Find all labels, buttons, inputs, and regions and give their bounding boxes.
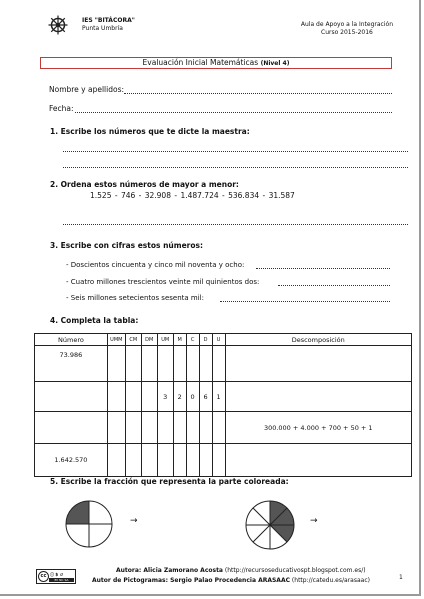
cell-digit[interactable] bbox=[125, 382, 141, 412]
pictogram-label: Autor de Pictogramas: Sergio Palao Procedencia ARASAAC bbox=[92, 577, 290, 584]
school-name: IES "BITÁCORA" bbox=[82, 17, 135, 24]
header-c: C bbox=[186, 334, 199, 346]
header-m: M bbox=[173, 334, 186, 346]
cc-license-text: BY NC SA bbox=[49, 578, 74, 582]
cell-digit[interactable] bbox=[107, 382, 125, 412]
creative-commons-badge bbox=[36, 569, 76, 584]
header-d: D bbox=[199, 334, 212, 346]
sentence-2: - Cuatro millones trescientos veinte mil quinientos dos: bbox=[66, 278, 260, 286]
header-cm: CM bbox=[125, 334, 141, 346]
cell-digit[interactable] bbox=[199, 444, 212, 477]
cell-digit[interactable] bbox=[107, 412, 125, 444]
numbers-to-order: 1.525 - 746 - 32.908 - 1.487.724 - 536.834 - 31.587 bbox=[90, 191, 295, 200]
arrow-right-icon: → bbox=[310, 516, 318, 526]
name-label: Nombre y apellidos: bbox=[49, 85, 125, 94]
cell-numero[interactable] bbox=[35, 382, 108, 412]
pictogram-credit bbox=[92, 577, 370, 584]
cell-digit[interactable] bbox=[173, 444, 186, 477]
cell-digit[interactable] bbox=[186, 444, 199, 477]
sentence-1: - Doscientos cincuenta y cinco mil noventa y ocho: bbox=[66, 261, 245, 269]
question-2: 2. Ordena estos números de mayor a menor: bbox=[50, 180, 239, 189]
cell-digit[interactable] bbox=[125, 444, 141, 477]
arrow-right-icon: → bbox=[130, 516, 138, 526]
cell-digit[interactable]: 0 bbox=[186, 382, 199, 412]
answer-line[interactable] bbox=[220, 301, 390, 302]
cell-digit[interactable] bbox=[157, 346, 173, 382]
date-line[interactable] bbox=[75, 112, 392, 113]
school-location: Punta Umbría bbox=[82, 25, 123, 32]
cell-digit[interactable]: 2 bbox=[173, 382, 186, 412]
answer-line[interactable] bbox=[63, 151, 408, 152]
author-credit bbox=[116, 567, 366, 574]
date-label: Fecha: bbox=[49, 104, 74, 113]
cell-digit[interactable] bbox=[173, 412, 186, 444]
header-dm: DM bbox=[141, 334, 157, 346]
table-header-row bbox=[35, 334, 412, 346]
school-block bbox=[82, 17, 135, 33]
title-main: Evaluación Inicial Matemáticas bbox=[142, 58, 259, 67]
cell-digit[interactable] bbox=[107, 444, 125, 477]
place-value-table bbox=[34, 333, 412, 477]
cell-digit[interactable] bbox=[157, 412, 173, 444]
header-u: U bbox=[212, 334, 225, 346]
cell-digit[interactable] bbox=[125, 412, 141, 444]
cell-digit[interactable] bbox=[125, 346, 141, 382]
cell-descomposicion[interactable] bbox=[225, 346, 412, 382]
question-1: 1. Escribe los números que te dicte la maestra: bbox=[50, 127, 250, 136]
cc-icon: cc bbox=[38, 571, 49, 582]
cell-descomposicion[interactable] bbox=[225, 382, 412, 412]
name-line[interactable] bbox=[124, 93, 392, 94]
ship-wheel-logo-icon bbox=[48, 15, 68, 35]
cell-digit[interactable] bbox=[199, 412, 212, 444]
sentence-3: - Seis millones setecientos sesenta mil: bbox=[66, 294, 204, 302]
cell-descomposicion[interactable] bbox=[225, 444, 412, 477]
course-block bbox=[301, 21, 393, 37]
question-3: 3. Escribe con cifras estos números: bbox=[50, 241, 203, 250]
cell-numero[interactable] bbox=[35, 412, 108, 444]
cell-digit[interactable] bbox=[186, 412, 199, 444]
cell-digit[interactable] bbox=[212, 412, 225, 444]
question-4: 4. Completa la tabla: bbox=[50, 316, 139, 325]
cell-digit[interactable] bbox=[141, 346, 157, 382]
cell-digit[interactable] bbox=[173, 346, 186, 382]
fraction-circle-quarters bbox=[65, 500, 113, 548]
author-label: Autora: Alicia Zamorano Acosta bbox=[116, 567, 223, 574]
table-row bbox=[35, 346, 412, 382]
cell-digit[interactable] bbox=[141, 382, 157, 412]
header-umm: UMM bbox=[107, 334, 125, 346]
cell-digit[interactable] bbox=[141, 412, 157, 444]
cell-digit[interactable]: 6 bbox=[199, 382, 212, 412]
header-um: UM bbox=[157, 334, 173, 346]
program-name: Aula de Apoyo a la Integración bbox=[300, 21, 393, 28]
question-5: 5. Escribe la fracción que representa la parte coloreada: bbox=[50, 477, 289, 486]
cell-digit[interactable] bbox=[107, 346, 125, 382]
cc-person-icon: ⓘ $ ↺ bbox=[50, 572, 63, 577]
cell-numero[interactable]: 1.642.570 bbox=[35, 444, 108, 477]
table-row bbox=[35, 412, 412, 444]
table-row bbox=[35, 444, 412, 477]
cell-digit[interactable] bbox=[157, 444, 173, 477]
title-level: (Nivel 4) bbox=[260, 60, 290, 67]
cell-digit[interactable]: 3 bbox=[157, 382, 173, 412]
answer-line[interactable] bbox=[63, 224, 408, 225]
page-title bbox=[40, 57, 392, 69]
page-number: 1 bbox=[399, 574, 403, 581]
answer-line[interactable] bbox=[278, 285, 390, 286]
cell-digit[interactable] bbox=[199, 346, 212, 382]
cell-digit[interactable] bbox=[186, 346, 199, 382]
header-descomposicion: Descomposición bbox=[225, 334, 412, 346]
cell-descomposicion[interactable]: 300.000 + 4.000 + 700 + 50 + 1 bbox=[225, 412, 412, 444]
fraction-circle-eighths bbox=[245, 500, 295, 550]
author-url[interactable]: (http://recursoseducativospt.blogspot.com.es/) bbox=[224, 567, 366, 574]
cell-digit[interactable] bbox=[212, 346, 225, 382]
course-year: Curso 2015-2016 bbox=[321, 29, 373, 36]
answer-line[interactable] bbox=[256, 268, 390, 269]
pictogram-url[interactable]: (http://catedu.es/arasaac) bbox=[291, 577, 370, 584]
cell-digit[interactable] bbox=[141, 444, 157, 477]
answer-line[interactable] bbox=[63, 167, 408, 168]
cell-digit[interactable]: 1 bbox=[212, 382, 225, 412]
cell-digit[interactable] bbox=[212, 444, 225, 477]
cell-numero[interactable]: 73.986 bbox=[35, 346, 108, 382]
table-row bbox=[35, 382, 412, 412]
header-numero: Número bbox=[35, 334, 108, 346]
